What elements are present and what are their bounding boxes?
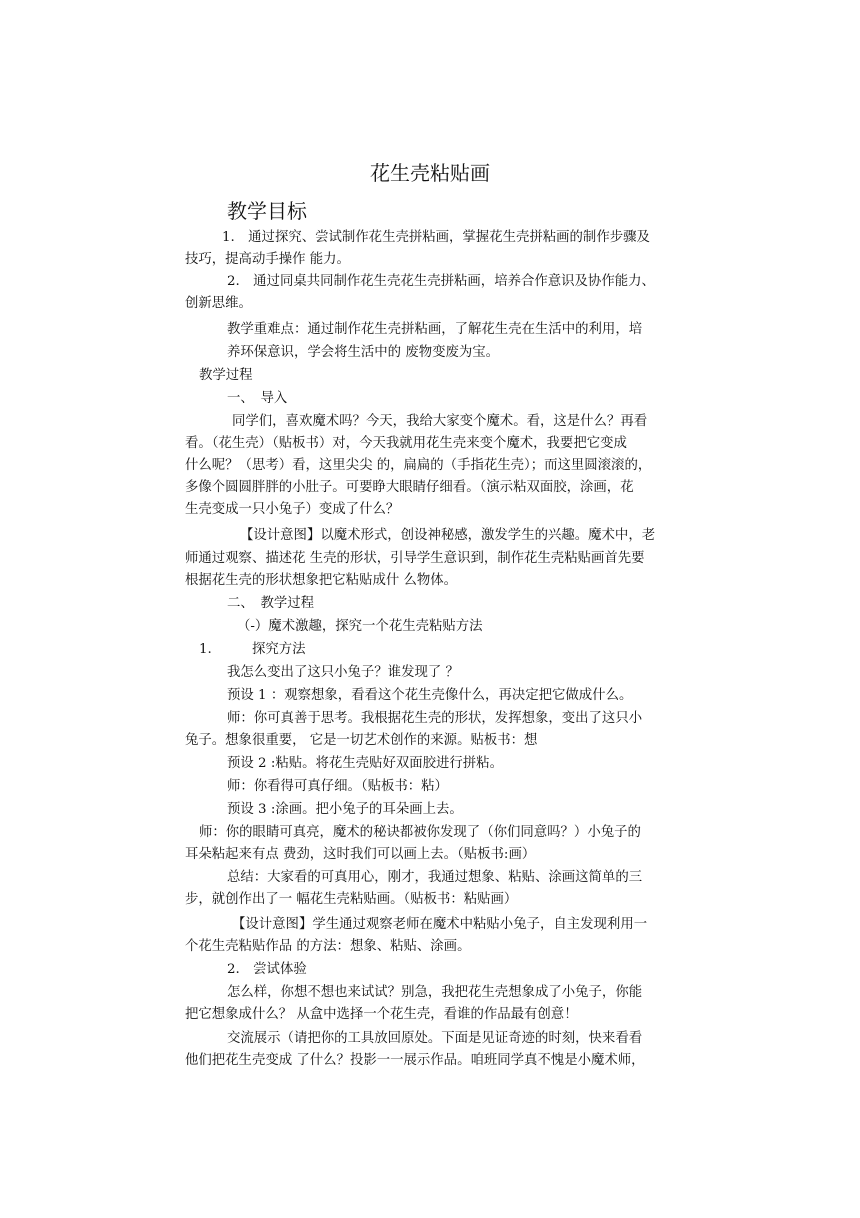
teaching-process-heading: 教学过程 <box>199 368 253 383</box>
paragraph-line: 同学们，喜欢魔术吗？今天，我给大家变个魔术。看，这是什么？再看 <box>232 414 648 429</box>
document-title: 花生壳粘贴画 <box>370 161 490 185</box>
paragraph-line: 我怎么变出了这只小兔子？谁发现了 ？ <box>227 665 459 680</box>
paragraph-line: 生壳变成一只小兔子）变成了什么？ <box>185 502 400 517</box>
subsection-heading: （-）魔术激趣，探究一个花生壳粘贴方法 <box>237 619 483 634</box>
design-intent-line: 个花生壳粘贴作品 的方法：想象、粘贴、涂画。 <box>185 939 471 954</box>
key-points-line-2: 养环保意识，学会将生活中的 废物变废为宝。 <box>227 345 500 360</box>
paragraph-line: 预设 3 :涂画。把小兔子的耳朵画上去。 <box>227 802 463 817</box>
paragraph-line: 耳朵粘起来有点 费劲，这时我们可以画上去。（贴板书:画） <box>185 847 536 862</box>
paragraph-line: 师：你看得可真仔细。（贴板书：粘） <box>227 779 448 794</box>
design-intent-line: 师通过观察、描述花 生壳的形状，引导学生意识到，制作花生壳粘贴画首先要 <box>185 551 645 566</box>
design-intent-line: 根据花生壳的形状想象把它粘贴成什 么物体。 <box>185 573 458 588</box>
step-2-heading: 2. 尝试体验 <box>227 962 307 977</box>
goal-2-line-1: 2. 通过同桌共同制作花生壳花生壳拼粘画，培养合作意识及协作能力、 <box>227 274 655 289</box>
summary-line: 总结：大家看的可真用心，刚才，我通过想象、粘贴、涂画这简单的三 <box>227 870 643 885</box>
paragraph-line: 多像个圆圆胖胖的小肚子。可要睁大眼睛仔细看。（演示粘双面胶，涂画，花 <box>185 480 634 495</box>
design-intent-line: 【设计意图】学生通过观察老师在魔术中粘贴小兔子，自主发现利用一 <box>232 917 648 932</box>
paragraph-line: 师：你的眼睛可真亮，魔术的秘诀都被你发现了（你们同意吗？）小兔子的 <box>199 825 641 840</box>
paragraph-line: 兔子。想象很重要， 它是一切艺术创作的来源。贴板书：想 <box>185 733 538 748</box>
key-points-line-1: 教学重难点：通过制作花生壳拼粘画，了解花生壳在生活中的利用，培 <box>227 322 643 337</box>
goal-1-line-1: 1. 通过探究、尝试制作花生壳拼粘画，掌握花生壳拼粘画的制作步骤及 <box>222 230 650 245</box>
paragraph-line: 把它想象成什么？ 从盒中选择一个花生壳，看谁的作品最有创意！ <box>185 1007 578 1022</box>
paragraph-line: 看。（花生壳）（贴板书）对，今天我就用花生壳来变个魔术，我要把它变成 <box>185 436 627 451</box>
step-1-heading: 1. 探究方法 <box>199 642 306 657</box>
design-intent-line: 【设计意图】以魔术形式，创设神秘感，激发学生的兴趣。魔术中，老 <box>240 528 656 543</box>
goal-1-line-2: 技巧，提高动手操作 能力。 <box>185 252 350 267</box>
paragraph-line: 什么呢？（思考）看，这里尖尖 的，扁扁的（手指花生壳）；而这里圆滚滚的， <box>185 458 652 473</box>
paragraph-line: 怎么样，你想不想也来试试？别急，我把花生壳想象成了小兔子，你能 <box>227 985 643 1000</box>
paragraph-line: 师：你可真善于思考。我根据花生壳的形状，发挥想象，变出了这只小 <box>227 711 643 726</box>
goal-2-line-2: 创新思维。 <box>185 296 252 311</box>
paragraph-line: 他们把花生壳变成 了什么？投影一一展示作品。咱班同学真不愧是小魔术师， <box>185 1053 645 1068</box>
paragraph-line: 预设 2 :粘贴。将花生壳贴好双面胶进行拼粘。 <box>227 756 503 771</box>
summary-line: 步，就创作出了一 幅花生壳粘贴画。（贴板书：粘贴画） <box>185 892 518 907</box>
paragraph-line: 预设 1 ：观察想象，看看这个花生壳像什么，再决定把它做成什么。 <box>227 688 633 703</box>
section-process-heading: 二、 教学过程 <box>227 596 315 611</box>
paragraph-line: 交流展示（请把你的工具放回原处。下面是见证奇迹的时刻，快来看看 <box>227 1031 643 1046</box>
section-heading-teaching-goals: 教学目标 <box>227 199 307 223</box>
section-intro-heading: 一、 导入 <box>227 391 288 406</box>
